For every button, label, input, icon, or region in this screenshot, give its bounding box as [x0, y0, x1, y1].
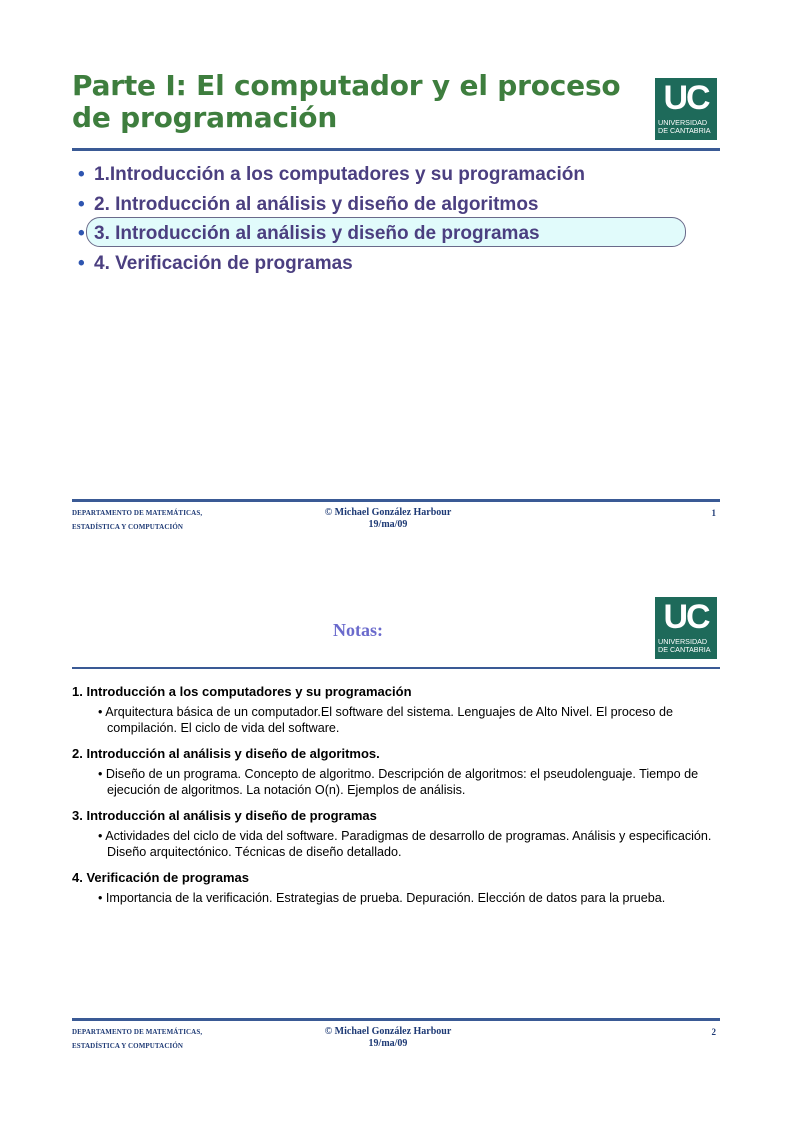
footer-author: © Michael González Harbour 19/ma/09	[324, 507, 452, 530]
note-body: • Arquitectura básica de un computador.El software del sistema. Lenguajes de Alto Nivel. El proceso de compilación. El ciclo de vida del software.	[98, 705, 673, 735]
note-heading: 4. Verificación de programas	[72, 870, 250, 885]
note-section	[72, 746, 722, 798]
topic-item: • 1.Introducción a los computadores y su programación	[78, 162, 585, 192]
page-number: 2	[711, 1027, 716, 1037]
bullet-icon: •	[78, 252, 85, 274]
notes-title: Notas:	[333, 620, 383, 640]
logo-mark: UC	[663, 598, 709, 636]
topic-item-highlighted: • 3. Introducción al análisis y diseño de programas	[78, 221, 585, 251]
topic-item: • 4. Verificación de programas	[78, 251, 585, 281]
note-section	[72, 870, 722, 906]
note-body: • Actividades del ciclo de vida del software. Paradigmas de desarrollo de programas. Análisis y especificación. Diseño arquitectónico. Técnicas de diseño detallado.	[98, 829, 712, 859]
logo-subtitle: UNIVERSIDAD DE CANTABRIA	[658, 637, 711, 654]
footer-department: DEPARTAMENTO DE MATEMÁTICAS, ESTADÍSTICA Y COMPUTACIÓN	[72, 1028, 203, 1050]
bullet-icon: •	[78, 193, 85, 215]
note-section	[72, 684, 722, 736]
note-heading: 2. Introducción al análisis y diseño de algoritmos.	[72, 746, 380, 761]
topic-list	[78, 162, 585, 280]
bullet-icon: •	[78, 223, 85, 244]
note-heading: 1. Introducción a los computadores y su programación	[72, 684, 412, 699]
footer-department: DEPARTAMENTO DE MATEMÁTICAS, ESTADÍSTICA Y COMPUTACIÓN	[72, 509, 203, 531]
footer-divider	[72, 1018, 720, 1021]
notes-divider	[72, 667, 720, 669]
slide-title: Parte I: El computador y el proceso de programación	[72, 69, 621, 134]
note-section	[72, 808, 722, 860]
topic-item: • 2. Introducción al análisis y diseño de algoritmos	[78, 192, 585, 222]
notes-content	[72, 684, 722, 916]
note-body: • Importancia de la verificación. Estrategias de prueba. Depuración. Elección de datos para la prueba.	[98, 891, 666, 905]
uc-logo	[655, 78, 717, 140]
page-number: 1	[711, 508, 716, 518]
bullet-icon: •	[78, 164, 85, 185]
footer-divider	[72, 499, 720, 502]
logo-mark: UC	[663, 79, 709, 117]
logo-subtitle: UNIVERSIDAD DE CANTABRIA	[658, 118, 711, 135]
note-body: • Diseño de un programa. Concepto de algoritmo. Descripción de algoritmos: el pseudolenguaje. Tiempo de ejecución de algoritmos. La notación O(n). Ejemplos de análisis.	[98, 767, 699, 797]
title-divider	[72, 148, 720, 151]
note-heading: 3. Introducción al análisis y diseño de programas	[72, 808, 377, 823]
footer-author: © Michael González Harbour 19/ma/09	[324, 1026, 452, 1049]
